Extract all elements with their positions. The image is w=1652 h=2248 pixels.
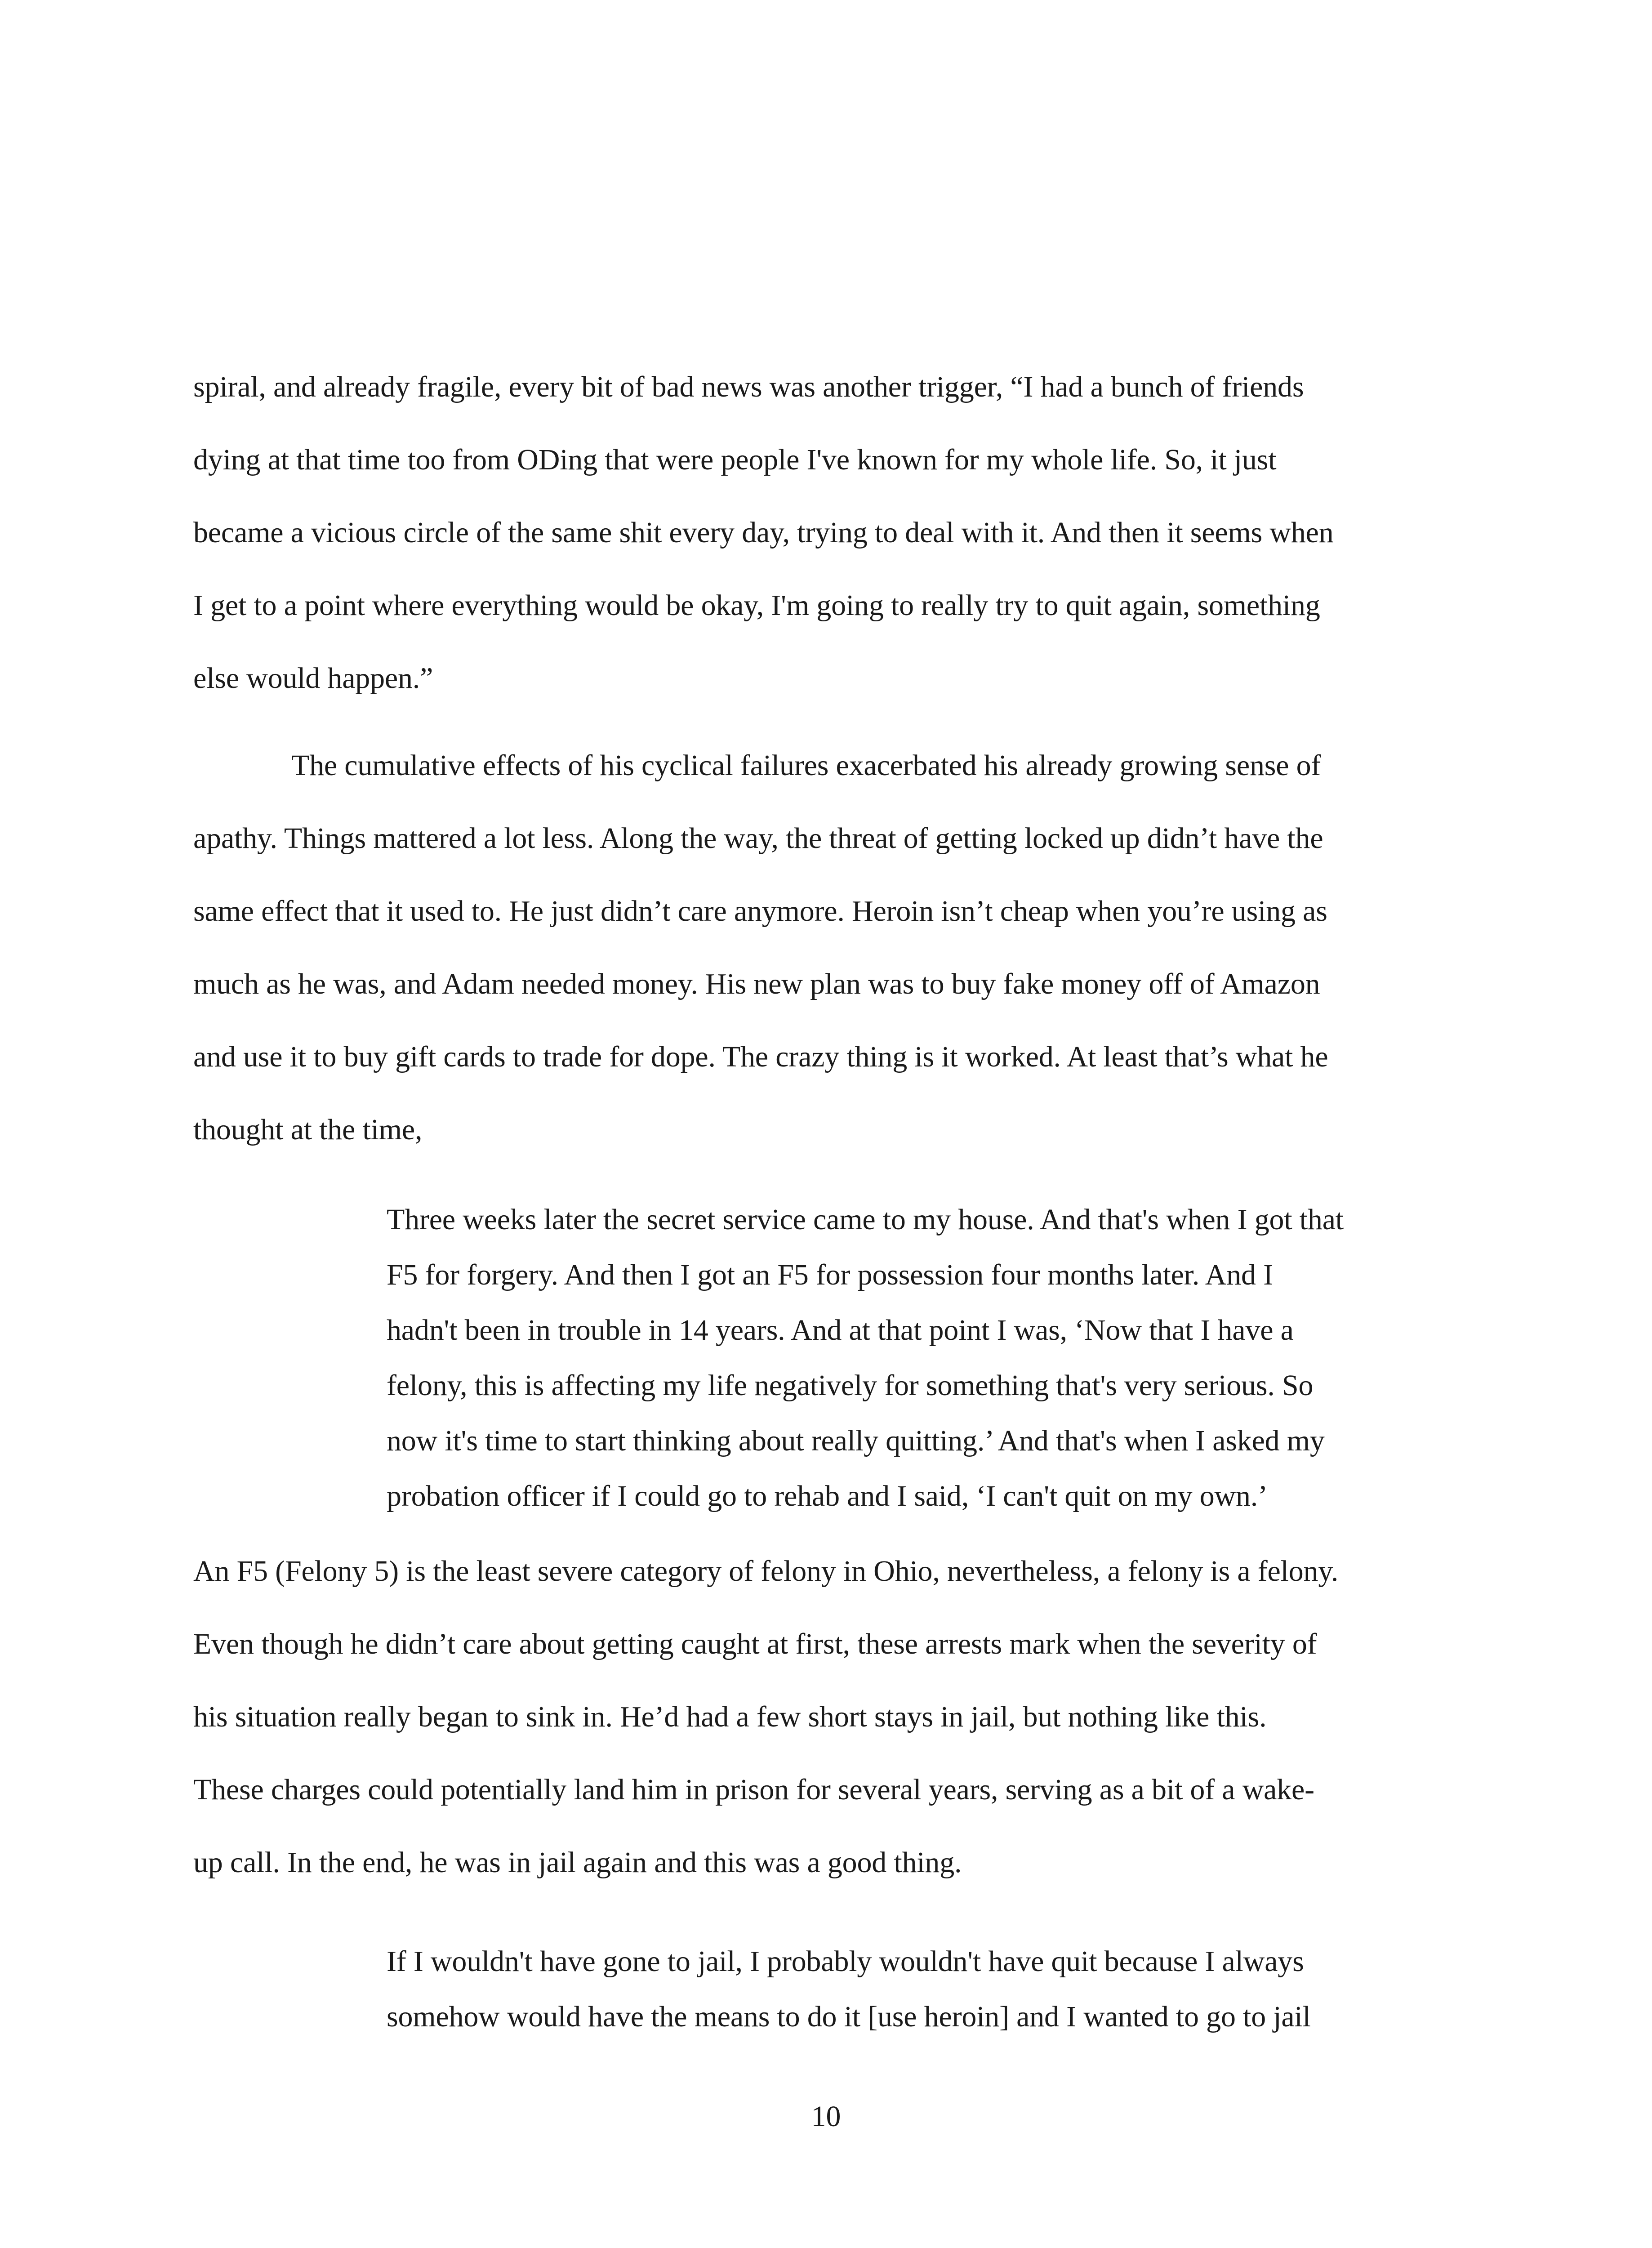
text-line: much as he was, and Adam needed money. His new plan was to buy fake money off of Amazon xyxy=(193,968,1320,1000)
quote-line: Three weeks later the secret service came to my house. And that's when I got that xyxy=(387,1203,1344,1236)
text-line: and use it to buy gift cards to trade for dope. The crazy thing is it worked. At least that’s what he xyxy=(193,1040,1328,1073)
text-line: same effect that it used to. He just didn’t care anymore. Heroin isn’t cheap when you’re using as xyxy=(193,895,1327,928)
text-line: I get to a point where everything would be okay, I'm going to really try to quit again, something xyxy=(193,589,1320,622)
text-line: spiral, and already fragile, every bit of bad news was another trigger, “I had a bunch of friends xyxy=(193,370,1304,403)
quote-line: probation officer if I could go to rehab and I said, ‘I can't quit on my own.’ xyxy=(387,1480,1268,1512)
text-line: thought at the time, xyxy=(193,1113,423,1146)
text-line: An F5 (Felony 5) is the least severe category of felony in Ohio, nevertheless, a felony is a felony. xyxy=(193,1555,1339,1588)
text-line: else would happen.” xyxy=(193,662,433,695)
text-line: apathy. Things mattered a lot less. Along the way, the threat of getting locked up didn’t have the xyxy=(193,822,1323,855)
text-line: became a vicious circle of the same shit every day, trying to deal with it. And then it seems when xyxy=(193,516,1334,549)
text-line: his situation really began to sink in. He’d had a few short stays in jail, but nothing like this. xyxy=(193,1700,1267,1733)
page-number: 10 xyxy=(811,2100,841,2133)
quote-line: F5 for forgery. And then I got an F5 for possession four months later. And I xyxy=(387,1258,1273,1291)
quote-line: felony, this is affecting my life negatively for something that's very serious. So xyxy=(387,1369,1314,1402)
text-line: up call. In the end, he was in jail again and this was a good thing. xyxy=(193,1846,962,1879)
text-line: dying at that time too from ODing that were people I've known for my whole life. So, it just xyxy=(193,443,1277,476)
quote-line: If I wouldn't have gone to jail, I probably wouldn't have quit because I always xyxy=(387,1945,1304,1978)
text-line: Even though he didn’t care about getting caught at first, these arrests mark when the severity of xyxy=(193,1628,1317,1660)
quote-line: hadn't been in trouble in 14 years. And at that point I was, ‘Now that I have a xyxy=(387,1314,1294,1347)
text-line: These charges could potentially land him in prison for several years, serving as a bit of a wake- xyxy=(193,1773,1314,1806)
text-line: The cumulative effects of his cyclical failures exacerbated his already growing sense of xyxy=(291,749,1321,782)
quote-line: now it's time to start thinking about really quitting.’ And that's when I asked my xyxy=(387,1424,1325,1457)
quote-line: somehow would have the means to do it [use heroin] and I wanted to go to jail xyxy=(387,2000,1311,2033)
